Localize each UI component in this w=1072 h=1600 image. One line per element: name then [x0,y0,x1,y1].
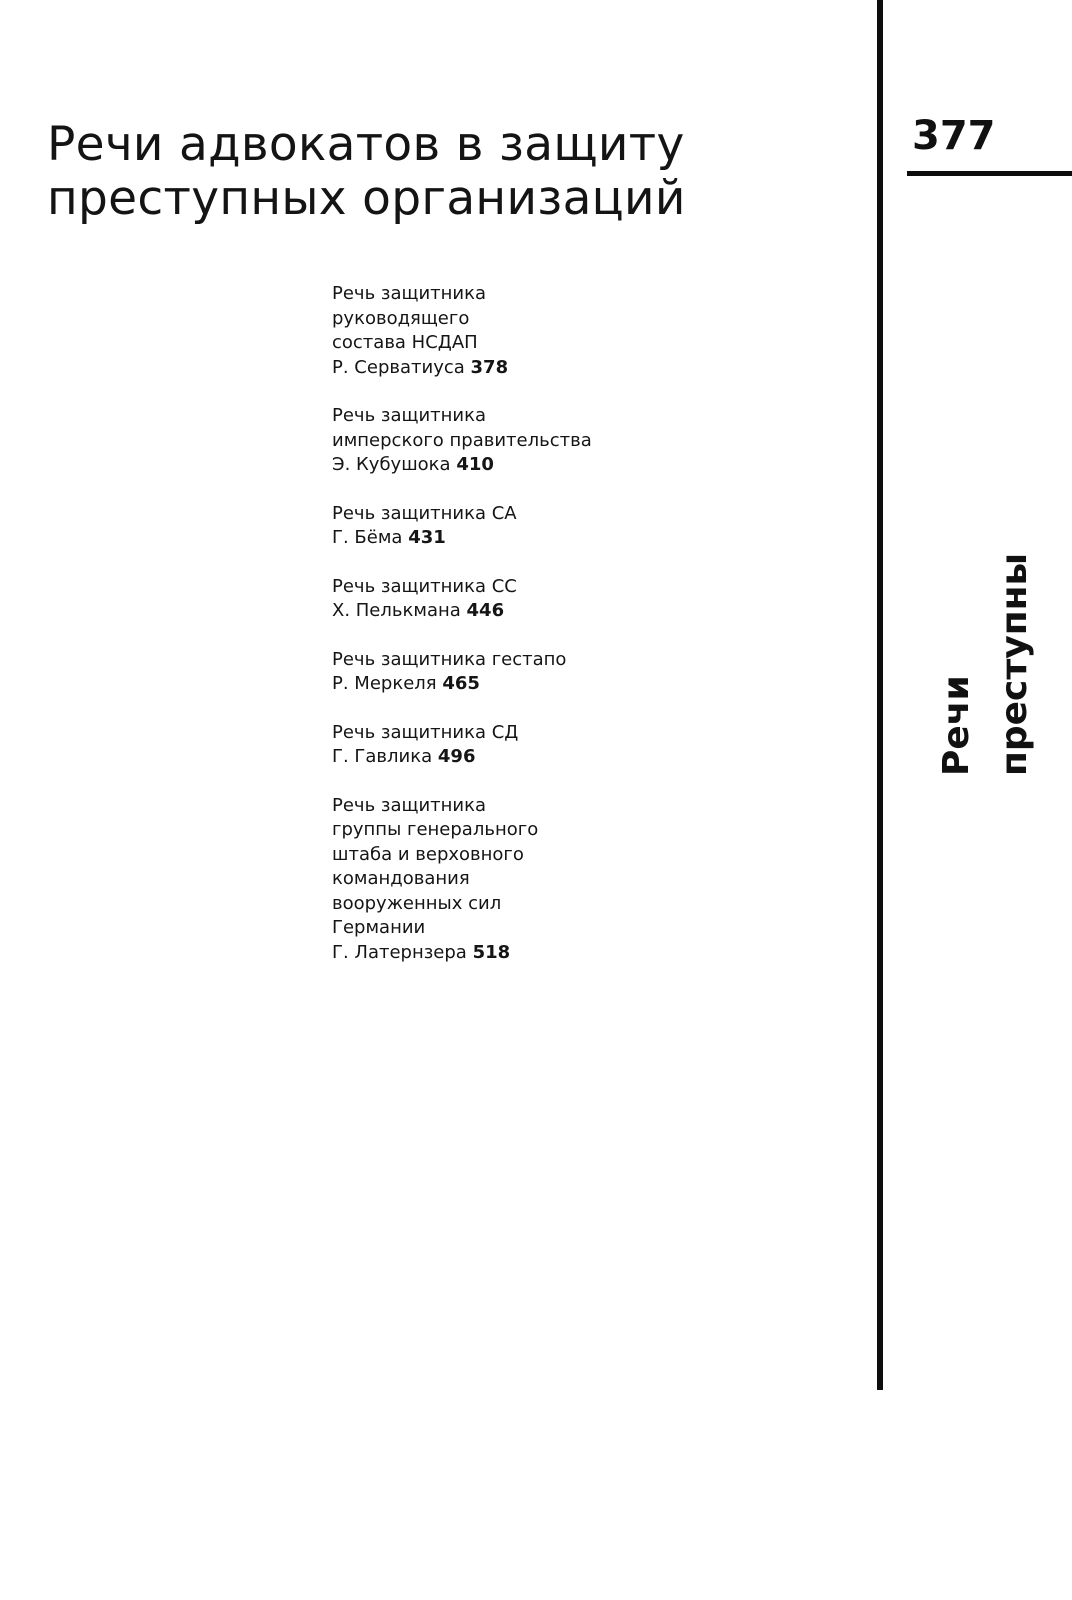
toc-author: Г. Гавлика [332,746,433,767]
toc-author: Х. Пелькмана [332,600,461,621]
toc-line [332,526,652,551]
toc-line: штаба и верховного [332,843,524,865]
running-head-line-2: преступны [994,552,1035,776]
toc-line: Германии [332,917,426,938]
toc-line: Речь защитника СА [332,502,517,524]
toc-line: Речь защитника СС [332,575,517,597]
page-number-underline [907,171,1072,176]
toc-line: состава НСДАП [332,332,478,353]
running-head [928,536,1044,776]
title-line-2: преступных организаций [47,171,686,226]
toc-page-number: 410 [456,454,494,475]
toc-line: Речь защитника [332,405,487,426]
title-line-1: Речи адвокатов в защиту [47,117,685,172]
toc-page-number: 431 [408,527,446,548]
running-head-line-1: Речи [936,675,977,776]
toc-page-number: 465 [442,673,480,694]
toc-line: Речь защитника [332,794,487,816]
toc-line: имперского правительства [332,429,592,451]
page-number: 377 [912,113,996,159]
toc-page-number: 446 [466,600,505,621]
toc-page-number: 518 [472,941,511,963]
toc-author: Г. Бёма [332,527,403,548]
toc-line [332,599,652,624]
toc-page-number: 496 [437,746,476,767]
vertical-rule [877,0,883,1390]
table-of-contents [332,282,652,989]
page-title [47,118,807,226]
toc-line: руководящего [332,307,470,329]
toc-page-number: 378 [470,356,509,378]
toc-line: Речь защитника СД [332,721,519,743]
toc-line [332,672,652,697]
toc-line: вооруженных сил [332,892,502,914]
toc-entry-laternser[interactable] [332,794,652,966]
toc-author: Р. Серватиуса [332,356,465,378]
toc-line [332,356,652,381]
toc-entry-gawlik[interactable] [332,721,652,770]
toc-line [332,941,652,966]
toc-line: командования [332,868,470,889]
toc-line: Речь защитника гестапо [332,648,567,670]
toc-line [332,453,652,478]
toc-author: Р. Меркеля [332,673,437,694]
toc-entry-kubuschok[interactable] [332,404,652,478]
toc-line [332,745,652,770]
toc-entry-pelckmann[interactable] [332,575,652,624]
toc-entry-merkel[interactable] [332,648,652,697]
toc-entry-boehm[interactable] [332,502,652,551]
toc-line: Речь защитника [332,283,487,304]
toc-author: Э. Кубушока [332,454,451,475]
toc-entry-servatius[interactable] [332,282,652,380]
toc-author: Г. Латернзера [332,941,467,963]
toc-line: группы генерального [332,819,539,840]
